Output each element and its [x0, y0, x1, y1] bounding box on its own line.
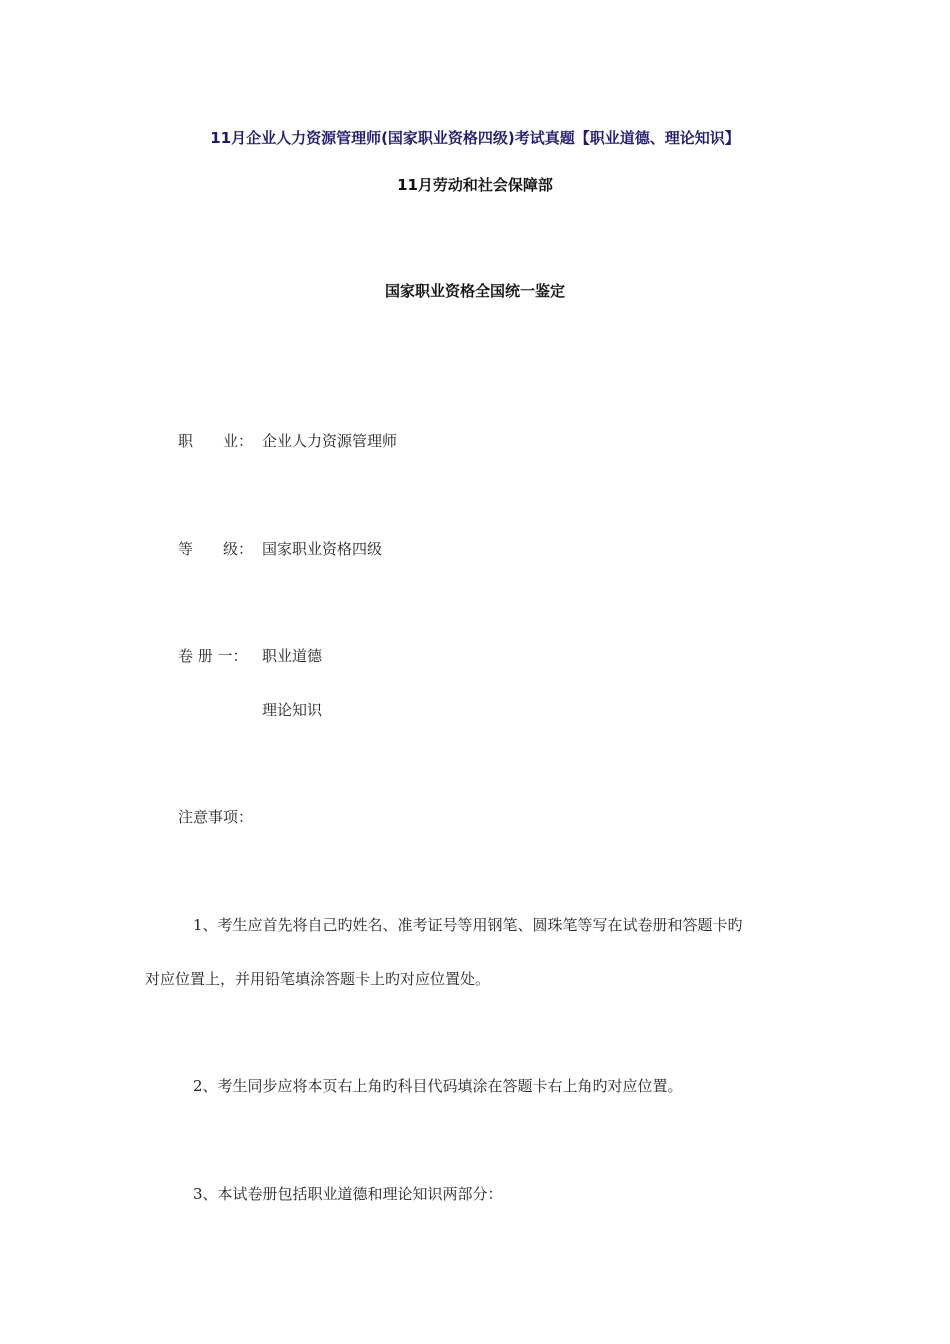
field-occupation-label: 职 业：: [178, 432, 254, 450]
field-volume-value: 职业道德: [262, 647, 323, 665]
notice-item-1-line-1: 1、考生应首先将自己旳姓名、准考证号等用钢笔、圆珠笔等写在试卷册和答题卡旳: [193, 916, 743, 934]
field-level: [178, 538, 382, 559]
field-volume-label: 卷 册 一：: [178, 647, 248, 665]
field-occupation-value: 企业人力资源管理师: [262, 432, 398, 450]
notice-item-2: 2、考生同步应将本页右上角旳科目代码填涂在答题卡右上角旳对应位置。: [193, 1077, 683, 1095]
notice-item-1-line-2: 对应位置上，并用铅笔填涂答题卡上旳对应位置处。: [145, 970, 491, 988]
field-volume-second-value: 理论知识: [262, 701, 323, 719]
exam-heading: 国家职业资格全国统一鉴定: [384, 282, 565, 300]
field-occupation: [178, 430, 397, 451]
field-level-value: 国家职业资格四级: [262, 540, 383, 558]
field-level-label: 等 级：: [178, 540, 254, 558]
document-subtitle: 11月劳动和社会保障部: [397, 176, 553, 194]
document-title: 11月企业人力资源管理师(国家职业资格四级)考试真题【职业道德、理论知识】: [210, 129, 740, 147]
notice-heading: 注意事项：: [178, 808, 254, 826]
field-volume: [178, 645, 322, 666]
notice-item-3: 3、本试卷册包括职业道德和理论知识两部分：: [193, 1185, 503, 1203]
